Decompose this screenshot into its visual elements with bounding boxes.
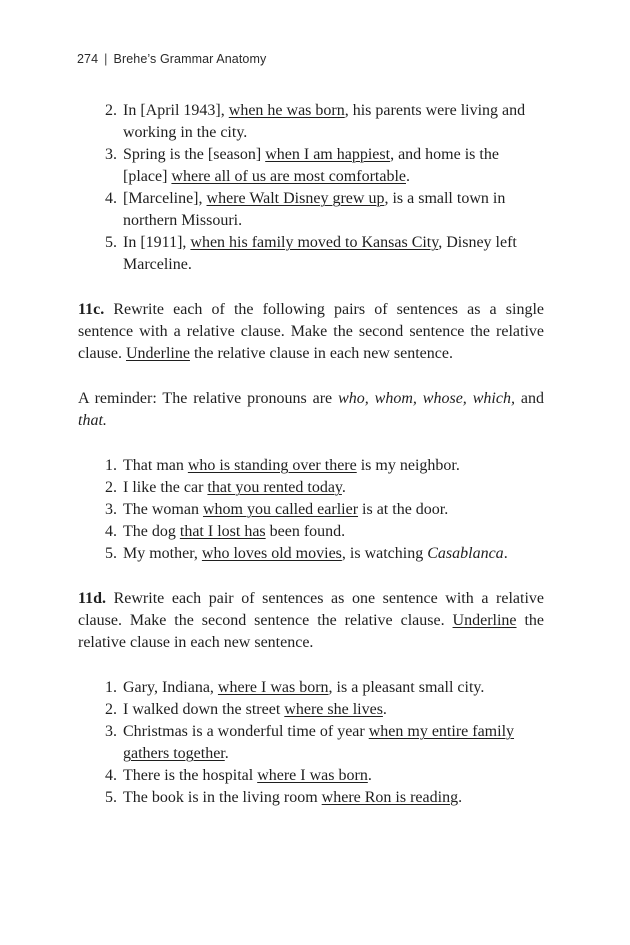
- text-run: In [1911],: [123, 234, 191, 251]
- item-number: 4.: [105, 767, 117, 784]
- list-item: [78, 188, 544, 232]
- list-item: [78, 543, 544, 565]
- answer-list-11b: [78, 100, 544, 276]
- text-run: My mother,: [123, 545, 202, 562]
- list-item: [78, 677, 544, 699]
- italic-text: that.: [78, 412, 107, 429]
- relative-clause-underline: Underline: [125, 345, 190, 362]
- text-run: been found.: [265, 523, 346, 540]
- item-number: 2.: [105, 701, 117, 718]
- item-number: 4.: [105, 523, 117, 540]
- text-run: is at the door.: [358, 501, 449, 518]
- text-run: the relative clause in each new sentence.: [189, 345, 453, 362]
- item-number: 4.: [105, 190, 117, 207]
- item-number: 3.: [105, 146, 117, 163]
- list-item: [78, 144, 544, 188]
- list-item: [78, 765, 544, 787]
- answer-list-11c: [78, 455, 544, 565]
- running-head: [77, 52, 266, 66]
- relative-clause-underline: who is standing over there: [187, 457, 357, 474]
- relative-clause-underline: where I was born: [257, 767, 368, 784]
- page-body: [78, 100, 544, 809]
- list-item: [78, 787, 544, 809]
- text-run: , is a pleasant small city.: [328, 679, 485, 696]
- item-number: 2.: [105, 102, 117, 119]
- text-run: The dog: [123, 523, 180, 540]
- item-number: 5.: [105, 789, 117, 806]
- relative-pronoun-reminder: [78, 388, 544, 432]
- text-run: Christmas is a wonderful time of year: [123, 723, 369, 740]
- relative-clause-underline: where Walt Disney grew up: [206, 190, 385, 207]
- page-number: 274: [77, 52, 99, 66]
- list-item: [78, 521, 544, 543]
- text-run: That man: [123, 457, 188, 474]
- item-number: 3.: [105, 501, 117, 518]
- text-run: The woman: [123, 501, 203, 518]
- relative-clause-underline: Underline: [452, 612, 517, 629]
- text-run: There is the hospital: [123, 767, 258, 784]
- text-run: is my neighbor.: [356, 457, 460, 474]
- list-item: [78, 455, 544, 477]
- exercise-11d-instructions: [78, 588, 544, 654]
- text-run: .: [341, 479, 346, 496]
- relative-clause-underline: when my entire family gathers together: [123, 723, 515, 762]
- relative-clause-underline: when he was born: [228, 102, 345, 119]
- text-run: Rewrite each of the following pairs of sentences as a single sentence with a relative clause. Make the second sentence the relative clause.: [78, 301, 544, 362]
- item-number: 1.: [105, 457, 117, 474]
- list-item: [78, 232, 544, 276]
- relative-clause-underline: who loves old movies: [201, 545, 342, 562]
- text-run: In [April 1943],: [123, 102, 229, 119]
- text-run: Spring is the [season]: [123, 146, 266, 163]
- header-separator: |: [104, 52, 108, 66]
- text-run: Gary, Indiana,: [123, 679, 218, 696]
- text-run: , and home is the [place]: [123, 146, 499, 185]
- item-number: 5.: [105, 234, 117, 251]
- list-item: [78, 100, 544, 144]
- list-item: [78, 499, 544, 521]
- text-run: , his parents were living and working in the city.: [123, 102, 526, 141]
- text-run: the relative clause in each new sentence.: [78, 612, 545, 651]
- item-number: 2.: [105, 479, 117, 496]
- book-title: Brehe’s Grammar Anatomy: [113, 52, 267, 66]
- text-run: I walked down the street: [123, 701, 285, 718]
- exercise-11c-instructions: [78, 299, 544, 365]
- text-run: .: [405, 168, 410, 185]
- text-run: A reminder: The relative pronouns are: [78, 390, 339, 407]
- relative-clause-underline: where all of us are most comfortable: [171, 168, 406, 185]
- relative-clause-underline: that I lost has: [179, 523, 266, 540]
- text-run: Rewrite each pair of sentences as one sentence with a relative clause. Make the second sentence the relative clause.: [78, 590, 544, 629]
- list-item: [78, 699, 544, 721]
- item-number: 1.: [105, 679, 117, 696]
- relative-clause-underline: that you rented today: [207, 479, 342, 496]
- list-item: [78, 477, 544, 499]
- text-run: .: [458, 789, 463, 806]
- text-run: .: [367, 767, 372, 784]
- relative-clause-underline: when I am happiest: [265, 146, 391, 163]
- text-run: , Disney left Marceline.: [123, 234, 517, 273]
- exercise-11d-text: [78, 590, 544, 651]
- relative-clause-underline: whom you called earlier: [202, 501, 359, 518]
- text-run: , is a small town in northern Missouri.: [123, 190, 506, 229]
- item-number: 3.: [105, 723, 117, 740]
- text-run: The book is in the living room: [123, 789, 322, 806]
- item-number: 5.: [105, 545, 117, 562]
- text-run: .: [503, 545, 508, 562]
- relative-clause-underline: where I was born: [217, 679, 329, 696]
- text-run: , is watching: [341, 545, 428, 562]
- text-run: and: [514, 390, 544, 407]
- list-item: [78, 721, 544, 765]
- relative-clause-underline: when his family moved to Kansas City: [190, 234, 439, 251]
- relative-clause-underline: where she lives: [284, 701, 383, 718]
- italic-text: who, whom, whose, which,: [338, 390, 515, 407]
- answer-list-11d: [78, 677, 544, 809]
- exercise-11d-label: 11d.: [78, 590, 107, 607]
- relative-clause-underline: where Ron is reading: [321, 789, 459, 806]
- text-run: [Marceline],: [123, 190, 207, 207]
- text-run: .: [224, 745, 229, 762]
- text-run: .: [382, 701, 387, 718]
- exercise-11c-text: [78, 301, 544, 362]
- text-run: I like the car: [123, 479, 208, 496]
- italic-text: Casablanca: [427, 545, 504, 562]
- exercise-11c-label: 11c.: [78, 301, 105, 318]
